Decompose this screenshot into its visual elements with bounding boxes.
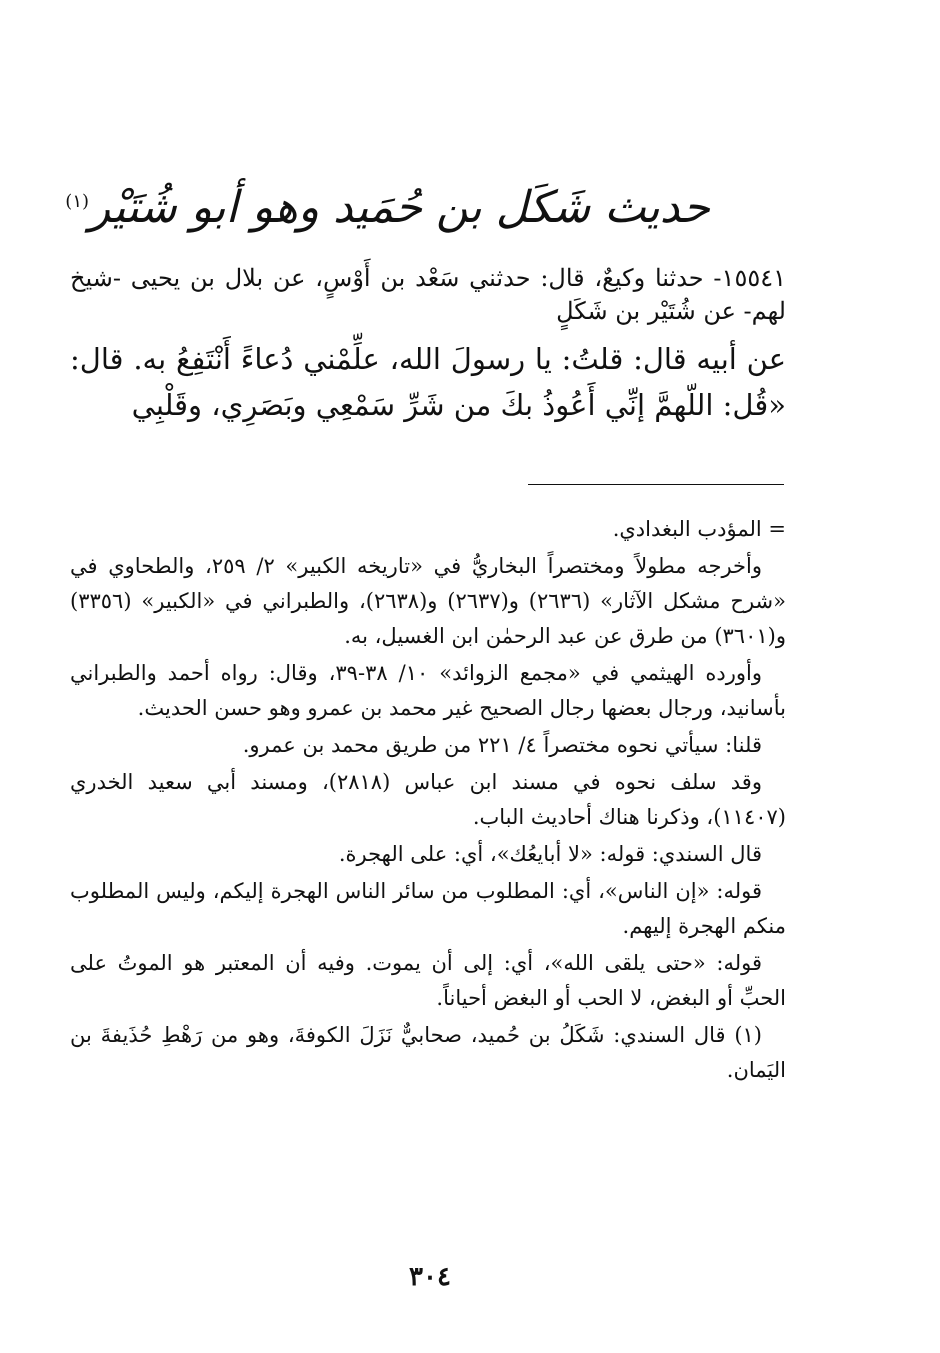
footnote-paragraph: قال السندي: قوله: «لا أبايعُك»، أي: على الهجرة. [338,842,762,866]
footnote-paragraph: (١) قال السندي: شَكَلُ بن حُميد، صحابيٌّ نَزَلَ الكوفةَ، وهو من رَهْطِ حُذَيفةَ بن اليَمان. [70,1023,786,1082]
footnote-separator [528,484,784,485]
footnote-paragraph: قوله: «إن الناس»، أي: المطلوب من سائر الناس الهجرة إليكم، وليس المطلوب منكم الهجرة إليهم. [70,879,786,938]
isnad-line-1: ١٥٥٤١- حدثنا وكيعٌ، قال: حدثني سَعْد بن أَوْسٍ، عن بلال بن [189,264,786,292]
footnote-paragraph: = المؤدب البغدادي. [612,517,786,541]
title-text: حديث شَكَل بن حُمَيد وهو أبو شُتَيْر [89,182,710,233]
isnad-chain [70,262,786,328]
footnote-paragraph: قوله: «حتى يلقى الله»، أي: إلى أن يموت. وفيه أن المعتبر هو الموتُ على الحبِّ أو البغض، لا الحب أو البغض أحياناً. [70,951,786,1010]
page-number: ٣٠٤ [409,1262,451,1292]
matn-line-2: قال: «قُل: اللّهمَّ إنِّي أَعُوذُ بكَ من شَرِّ سَمْعِي وبَصَرِي، وقَلْبِي [70,342,786,422]
hadith-title [65,168,710,248]
footnote-paragraph: وأخرجه مطولاً ومختصراً البخاريُّ في «تاريخه الكبير» ٢/ ٢٥٩، والطحاوي في «شرح مشكل الآثار» (٢٦٣٦) و(٢٦٣٧) و(٢٦٣٨)، والطبراني في «الكبير» (٣٣٥٦) و(٣٦٠١) من طرق عن عبد الرحمٰن ابن الغسيل، به. [70,554,787,648]
title-footnote-marker: (١) [65,191,90,212]
isnad-line-2: يحيى -شيخ لهم- عن شُتَيْر بن شَكَلٍ [70,264,786,325]
footnotes-section [70,512,786,1090]
footnote-paragraph: وقد سلف نحوه في مسند ابن عباس (٢٨١٨)، ومسند أبي سعيد الخدري (١١٤٠٧)، وذكرنا هناك أحاديث الباب. [70,770,786,829]
footnote-paragraph: وأورده الهيثمي في «مجمع الزوائد» ١٠/ ٣٨-٣٩، وقال: رواه أحمد والطبراني بأسانيد، ورجال بعضها رجال الصحيح غير محمد بن عمرو وهو حسن الحديث. [70,661,786,720]
hadith-text [70,336,786,428]
hadith-body [70,262,786,428]
footnote-paragraph: قلنا: سيأتي نحوه مختصراً ٤/ ٢٢١ من طريق محمد بن عمرو. [242,733,762,757]
matn-line-1: عن أبيه قال: قلتُ: يا رسولَ الله، علِّمْني دُعاءً أَنْتَفِعُ به. [133,342,787,376]
